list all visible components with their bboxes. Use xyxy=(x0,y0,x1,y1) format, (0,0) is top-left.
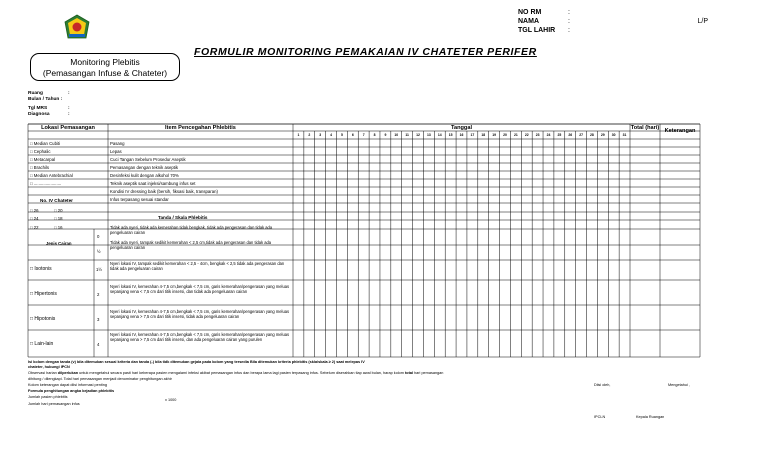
tgl-mrs-colon: : xyxy=(68,106,70,111)
header-keterangan: Keterangan xyxy=(664,128,696,134)
day-number: 4 xyxy=(330,132,332,137)
footer-instruction-3 xyxy=(28,371,443,376)
skala-text-4: Nyeri lokasi IV, kemerahan 4-7,5 cm,bengkak < 7,5 cm, garis kemerahan/pengerasan yang meluas sepanjang vena > 7,5 cm dari titik insersi, dan ada pengeluaran cairan yang purulen xyxy=(110,332,290,342)
tanda-skala-label: Tanda / Skala Phlebitis xyxy=(158,215,208,220)
footer-line3-part-a: Observasi harian xyxy=(28,371,58,375)
ruang-label: Ruang xyxy=(28,91,43,96)
footer-instruction-4: dihitung / dilengkapi. Total hari pemasangan menjadi denominator penghitungan akhir xyxy=(28,377,172,381)
bulan-tahun-label: Bulan / Tahun : xyxy=(28,97,63,102)
skala-no-4: 4 xyxy=(97,342,100,347)
day-number: 26 xyxy=(568,132,573,137)
footer-instruction-2: chateter, hubungi IPCN xyxy=(28,365,70,369)
day-number: 10 xyxy=(394,132,399,137)
item-injeksi: Teknik aseptik saat injeksi/sambung infus set xyxy=(110,181,196,186)
day-number: 2 xyxy=(308,132,311,137)
day-number: 25 xyxy=(557,132,562,137)
chateter-24[interactable]: □ 24 xyxy=(30,216,39,221)
lokasi-brachils[interactable]: □ Brachils xyxy=(30,165,50,170)
chateter-20[interactable]: □ 20 xyxy=(54,208,63,213)
cairan-lain-lain[interactable]: □ Lain-lain xyxy=(30,341,54,347)
cairan-hipotonis[interactable]: □ Hipotonis xyxy=(30,316,56,322)
jenis-cairan-label: Jenis Cairan xyxy=(46,241,72,246)
lokasi-median-antebrachial[interactable]: □ Median Antebrachial xyxy=(30,173,73,178)
diisi-oleh-label: Diisi oleh, xyxy=(594,383,611,387)
skala-text-1half: Nyeri lokasi IV, tampak sedikit kemerahan < 2,5 - 4cm, bengkak < 2,5 tidak ada pengerasan dan tidak ada pengeluaran cairan xyxy=(110,261,285,271)
skala-text-2: Nyeri lokasi IV, kemerahan 4-7,5 cm,bengkak < 7,5 cm, garis kemerahan/pengerasan yang meluas sepanjang vena < 7,5 cm dari titik insersi, dan tidak ada pengeluaran cairan xyxy=(110,284,290,294)
day-number: 22 xyxy=(524,132,529,137)
footer-line3-part-e: hari pemasangan xyxy=(413,371,444,375)
chateter-16[interactable]: □ 16 xyxy=(54,225,63,230)
skala-no-2: 2 xyxy=(97,292,100,297)
footer-instruction-5: Kolom keterangan dapat diisi informasi penting xyxy=(28,383,107,387)
day-number: 21 xyxy=(513,132,518,137)
ruang-colon: : xyxy=(68,91,70,96)
day-number: 14 xyxy=(437,132,442,137)
no-rm-label: NO RM xyxy=(518,9,542,16)
day-number: 27 xyxy=(579,132,583,137)
header-item: Item Pencegahan Phlebitis xyxy=(165,125,236,131)
formula-times: x 1000 xyxy=(165,398,177,402)
day-number: 18 xyxy=(481,132,486,137)
tgl-lahir-colon: : xyxy=(568,27,570,34)
diagnosa-colon: : xyxy=(68,112,70,117)
header-total: Total (hari) xyxy=(630,125,660,131)
box-title-line2: (Pemasangan Infuse & Chateter) xyxy=(42,68,168,78)
cairan-isotonis[interactable]: □ Isotonis xyxy=(30,266,52,272)
skala-no-1half: 1½ xyxy=(96,267,102,272)
skala-no-0: 0 xyxy=(97,234,100,239)
footer-line3-part-d: total xyxy=(404,371,413,375)
skala-no-3: 3 xyxy=(97,317,100,322)
day-number: 7 xyxy=(362,132,365,137)
day-number: 11 xyxy=(405,132,409,137)
day-number: 8 xyxy=(373,132,376,137)
formula-denominator: Jumlah hari pemasangan infus xyxy=(28,402,80,406)
footer-line3-part-c: untuk mengetahui secara pasti hari keberapa pasien mengalami infeksi akibat pemasangan infus dan berapa lama lagi pasien terpasang infus. Sebelum diserahkan tiap awal bulan, harap kolom xyxy=(78,371,405,375)
lokasi-median-cubiti[interactable]: □ Median Cubiti xyxy=(30,141,61,146)
day-number: 29 xyxy=(600,132,605,137)
footer-line3-part-b: dilperlukan xyxy=(57,371,79,375)
skala-text-3: Nyeri lokasi IV, kemerahan 4-7,5 cm,bengkak < 7,5 cm, garis kemerahan/pengerasan yang meluas sepanjang vena > 7,5 cm dari titik insersi, tidak ada pengeluaran cairan xyxy=(110,309,290,319)
footer-instruction-1: Isi kolom dengan tanda (v) bila ditemukan sesuai kriteria dan tanda (-) bila tidk ditemukan gejala pada kolom yang tersedia Bila ditemukan kriteria phlebitis (skla/skala ≥ 2) saat melepas IV xyxy=(28,360,365,364)
kepala-ruangan-label: Kepala Ruangan xyxy=(636,415,665,419)
day-number: 9 xyxy=(384,132,387,137)
cairan-hipertonis[interactable]: □ Hipertonis xyxy=(30,291,57,297)
day-number: 1 xyxy=(297,132,300,137)
skala-no-half: ½ xyxy=(97,249,101,254)
formula-numerator: Jumlah pasien phlebitis xyxy=(28,395,68,399)
form-title: FORMULIR MONITORING PEMAKAIAN IV CHATETER PERIFER xyxy=(194,46,537,58)
chateter-26[interactable]: □ 26 xyxy=(30,208,39,213)
item-lepas: Lepas xyxy=(110,149,122,154)
no-rm-colon: : xyxy=(568,9,570,16)
nama-label: NAMA xyxy=(518,18,539,25)
chateter-18[interactable]: □ 18 xyxy=(54,216,63,221)
header-tanggal: Tanggal xyxy=(450,125,473,131)
formula-title: Formula penghitungan angka kejadian phlebitis xyxy=(28,389,115,393)
mengetahui-label: Mengetahui , xyxy=(668,383,690,387)
day-number: 15 xyxy=(448,132,453,137)
item-teknik-aseptik: Pemasangan dengan teknik aseptik xyxy=(110,165,179,170)
lokasi-metacarpal[interactable]: □ Metacarpal xyxy=(30,157,56,162)
skala-text-0: Tidak ada nyeri, tidak ada kemerahan tidak bengkak, tidak ada pengerasan dan tidak ada pengeluaran cairan xyxy=(110,225,273,235)
chateter-22[interactable]: □ 22 xyxy=(30,225,39,230)
day-number: 12 xyxy=(416,132,420,137)
nama-colon: : xyxy=(568,18,570,25)
box-title-line1: Monitoring Plebitis xyxy=(70,57,140,67)
tgl-lahir-label: TGL LAHIR xyxy=(518,27,556,34)
item-desinfeksi: Desinfeksi kulit dengan alkohol 70% xyxy=(110,173,179,178)
skala-text-half: Tidak ada nyeri, tampak sedikit kemerahan < 2,5 cm,tidak ada pengerasan dan tidak ada pengeluaran cairan xyxy=(110,240,272,250)
no-chateter-label: No. IV Chateter xyxy=(40,198,73,203)
day-number: 5 xyxy=(340,132,343,137)
ipcln-label: IPCLN xyxy=(594,415,606,419)
header-lokasi: Lokasi Pemasangan xyxy=(41,125,95,131)
day-number: 19 xyxy=(492,132,496,137)
lokasi-cephalic[interactable]: □ Cephalic xyxy=(30,149,51,154)
lokasi-other[interactable]: □ ....................... xyxy=(30,181,62,186)
day-number: 23 xyxy=(535,132,540,137)
day-number: 30 xyxy=(611,132,616,137)
day-number: 6 xyxy=(351,132,354,137)
day-number: 3 xyxy=(319,132,322,137)
day-number: 17 xyxy=(470,132,475,137)
day-number: 13 xyxy=(426,132,431,137)
day-number: 16 xyxy=(459,132,464,137)
diagnosa-label: Diagnosa xyxy=(28,112,50,117)
gender-label: L/P xyxy=(697,18,708,25)
day-number: 20 xyxy=(503,132,507,137)
day-number: 28 xyxy=(590,132,594,137)
item-dressing: Kondisi IV dressing baik (bersih, fiksasi baik, transparan) xyxy=(110,189,218,194)
tgl-mrs-label: Tgl MRS xyxy=(28,106,48,111)
day-number: 31 xyxy=(622,132,627,137)
item-cuci-tangan: Cuci Tangan Sebelum Prosedur Aseptik xyxy=(110,157,186,162)
day-number: 24 xyxy=(546,132,551,137)
item-pasang: Pasang xyxy=(110,141,125,146)
item-infus-standar: Infus terpasang sesuai standar xyxy=(110,197,169,202)
